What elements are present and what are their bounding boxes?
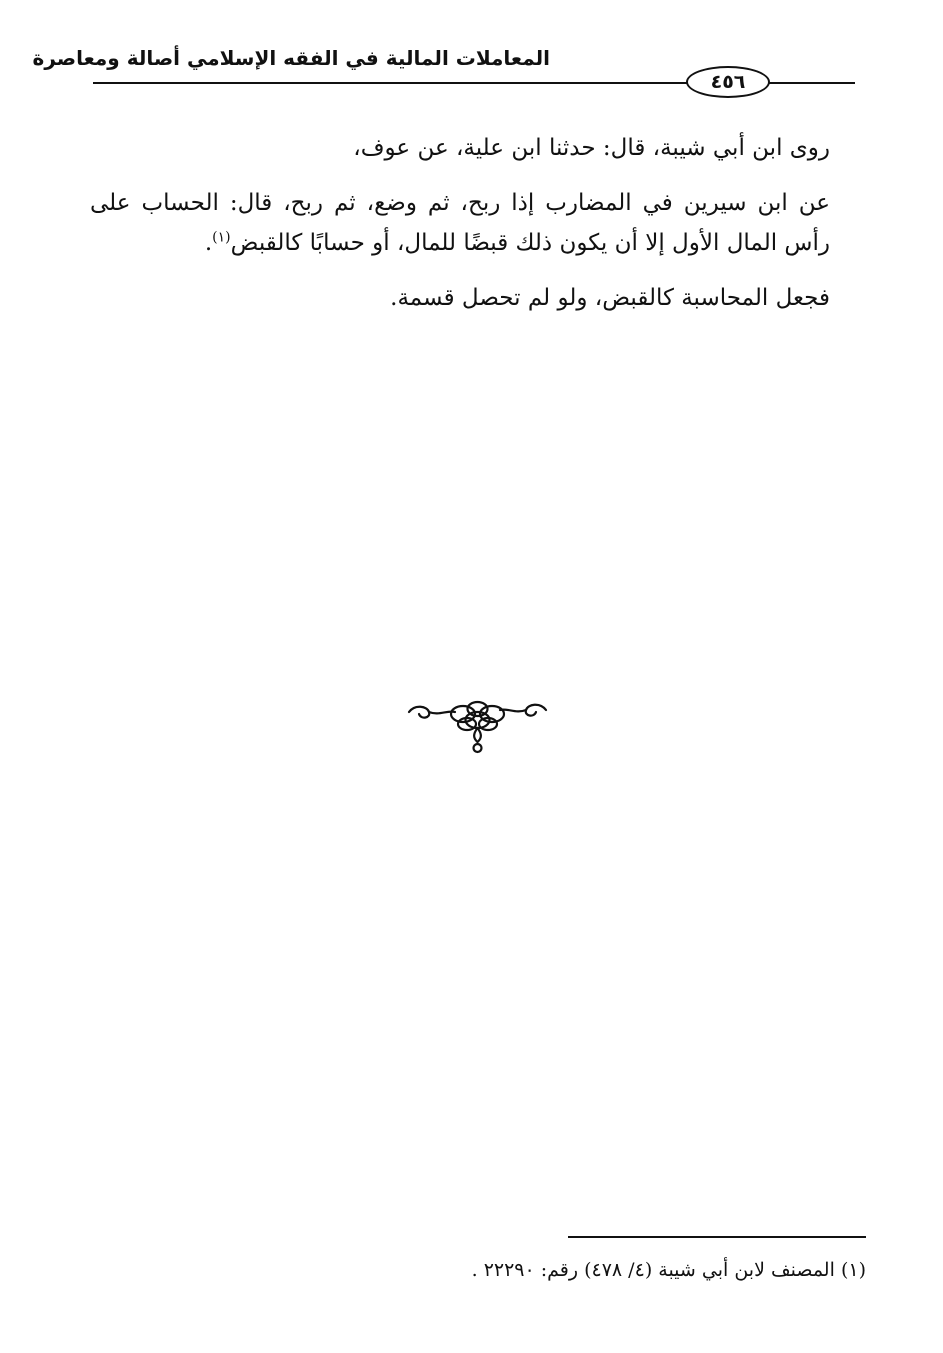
footnote-reference[interactable]: (١) — [212, 229, 231, 246]
page-number-text: ٤٥٦ — [710, 71, 746, 93]
page-number — [686, 66, 770, 98]
footnote-rule — [568, 1236, 866, 1238]
decorative-knot-ornament-icon — [405, 696, 550, 756]
footnote-text: المصنف لابن أبي شيبة (٤/ ٤٧٨) رقم: ٢٢٢٩٠ . — [471, 1259, 835, 1281]
paragraph-1: روى ابن أبي شيبة، قال: حدثنا ابن علية، عن عوف، — [353, 135, 830, 161]
body-text — [90, 128, 830, 333]
paragraph-2 — [90, 183, 830, 263]
paragraph-2-text: عن ابن سيرين في المضارب إذا ربح، ثم وضع، ثم ربح، قال: الحساب على رأس المال الأول إلا أن يكون ذلك قبضًا للمال، أو حسابًا كالقبض — [90, 190, 830, 256]
footnote-1 — [300, 1256, 866, 1284]
paragraph-3: فجعل المحاسبة كالقبض، ولو لم تحصل قسمة. — [390, 285, 830, 311]
footnote-number: (١) — [840, 1259, 866, 1281]
running-title: المعاملات المالية في الفقه الإسلامي أصالة ومعاصرة — [32, 46, 550, 70]
paragraph-2-end: . — [204, 230, 213, 256]
